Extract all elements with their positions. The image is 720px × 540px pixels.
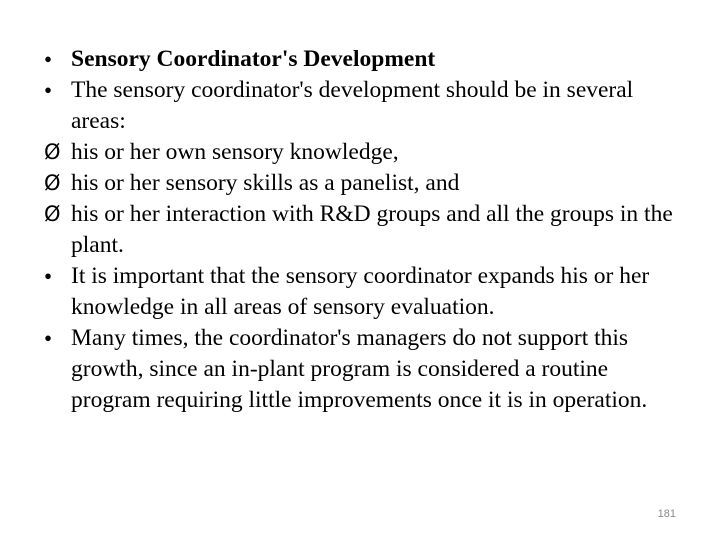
bullet-icon: • (44, 78, 53, 103)
bullet-text: It is important that the sensory coordinator expands his or her knowledge in all areas of sensory evaluation. (71, 263, 650, 320)
arrow-bullet-icon: Ø (44, 140, 61, 164)
sub-item-text: his or her sensory skills as a panelist, and (71, 170, 460, 196)
arrow-bullet-icon: Ø (44, 202, 61, 226)
bullet-text: The sensory coordinator's development should be in several areas: (71, 77, 634, 134)
sub-item-sensory-knowledge (44, 137, 684, 168)
bullet-item-heading (44, 44, 684, 75)
bullet-item-knowledge (44, 261, 684, 323)
arrow-bullet-icon: Ø (44, 171, 61, 195)
bullet-list (44, 44, 684, 416)
slide-heading: Sensory Coordinator's Development (71, 46, 436, 72)
sub-item-sensory-skills (44, 168, 684, 199)
bullet-icon: • (44, 326, 53, 351)
sub-item-text: his or her own sensory knowledge, (71, 139, 399, 165)
bullet-icon: • (44, 264, 53, 289)
page-number: 181 (657, 508, 676, 520)
bullet-item-development-areas (44, 75, 684, 137)
sub-item-text: his or her interaction with R&D groups and all the groups in the plant. (71, 201, 673, 258)
bullet-text: Many times, the coordinator's managers do not support this growth, since an in-plant program is considered a routine program requiring little improvements once it is in operation. (71, 325, 648, 413)
bullet-item-managers (44, 323, 684, 416)
bullet-icon: • (44, 47, 53, 72)
sub-item-interaction (44, 199, 684, 261)
